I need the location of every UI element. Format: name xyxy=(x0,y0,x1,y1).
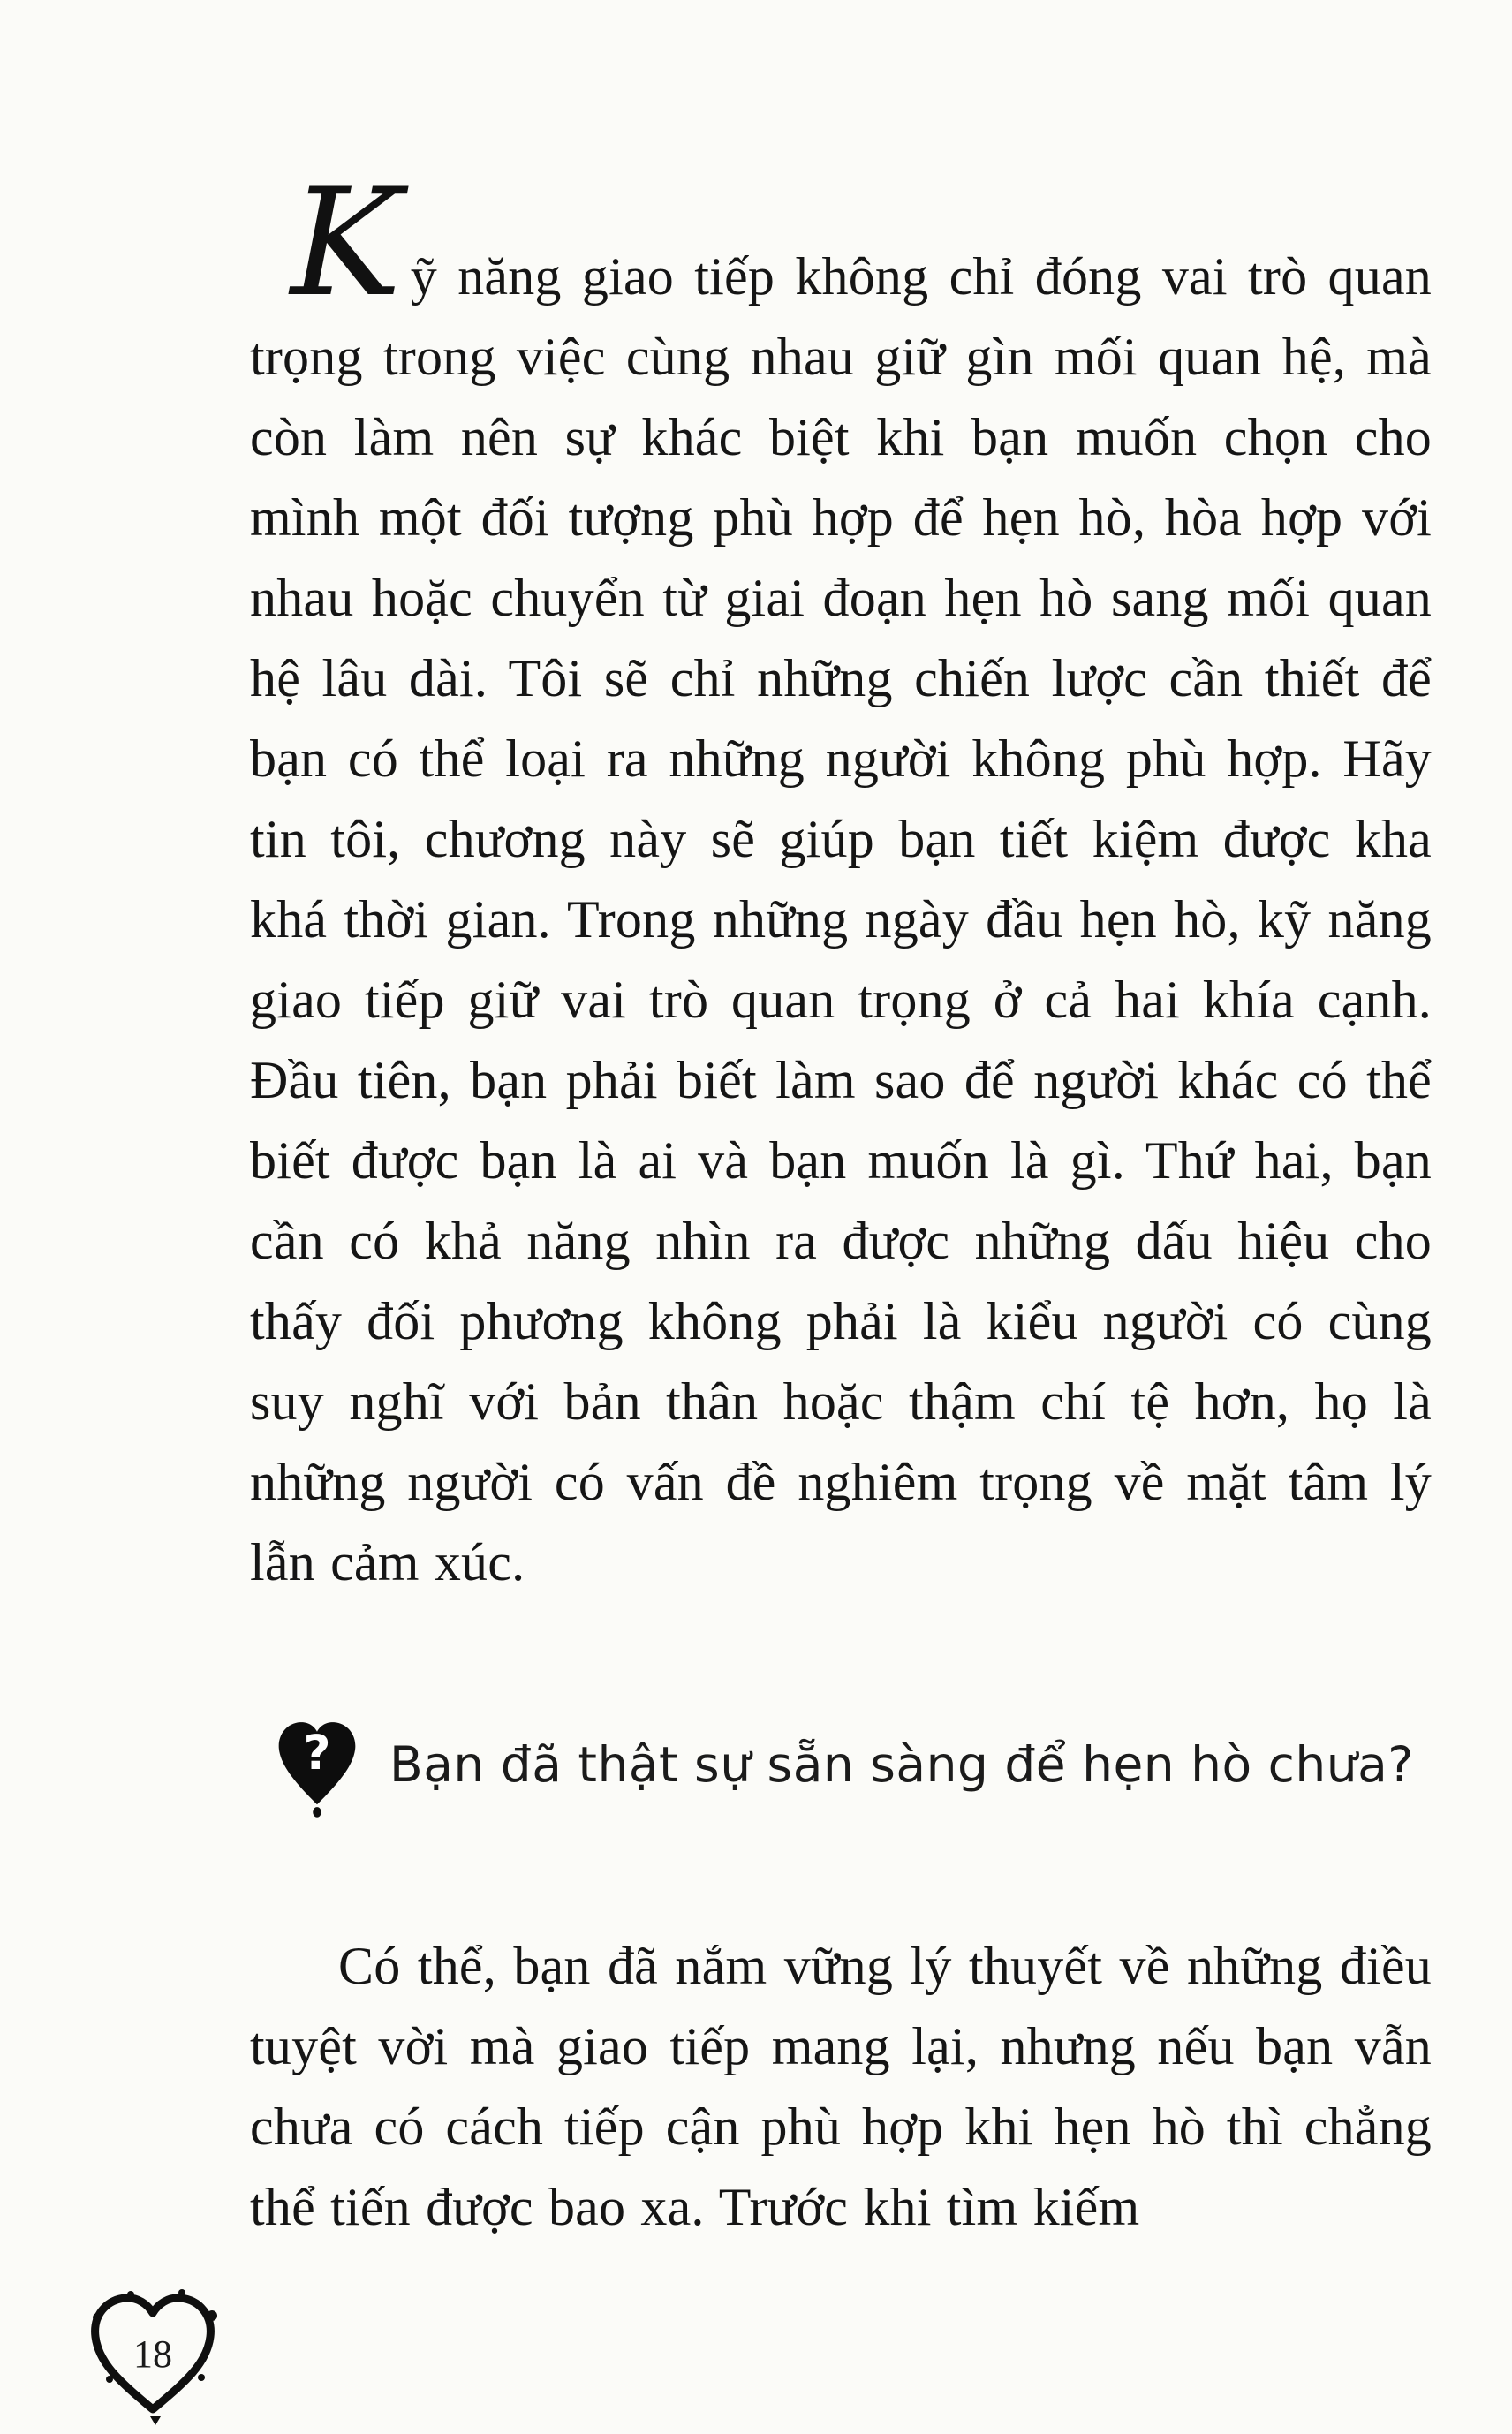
page-number: 18 xyxy=(133,2332,172,2376)
drop-cap: K xyxy=(291,156,402,329)
question-mark-glyph: ? xyxy=(303,1724,331,1780)
heart-pin-question-icon xyxy=(275,1716,359,1820)
paragraph-2: Có thể, bạn đã nắm vững lý thuyết về những điều tuyệt vời mà giao tiếp mang lại, nhưng nếu bạn vẫn chưa có cách tiếp cận phù hợp khi hẹn hò thì chẳng thể tiến được bao xa. Trước khi tìm kiếm xyxy=(250,1937,1432,2236)
paragraph-1 xyxy=(250,156,1432,1603)
paragraph-1-text: ỹ năng giao tiếp không chỉ đóng vai trò quan trọng trong việc cùng nhau giữ gìn mối quan hệ, mà còn làm nên sự khác biệt khi bạn muốn chọn cho mình một đối tượng phù hợp để hẹn hò, hòa hợp với nhau hoặc chuyển từ giai đoạn hẹn hò sang mối quan hệ lâu dài. Tôi sẽ chỉ những chiến lược cần thiết để bạn có thể loại ra những người không phù hợp. Hãy tin tôi, chương này sẽ giúp bạn tiết kiệm được kha khá thời gian. Trong những ngày đầu hẹn hò, kỹ năng giao tiếp giữ vai trò quan trọng ở cả hai khía cạnh. Đầu tiên, bạn phải biết làm sao để người khác có thể biết được bạn là ai và bạn muốn là gì. Thứ hai, bạn cần có khả năng nhìn ra được những dấu hiệu cho thấy đối phương không phải là kiểu người có cùng suy nghĩ với bản thân hoặc thậm chí tệ hơn, họ là những người có vấn đề nghiêm trọng về mặt tâm lý lẫn cảm xúc. xyxy=(250,247,1432,1591)
page-number-badge xyxy=(78,2280,246,2434)
text-column xyxy=(250,156,1432,2248)
question-text: Bạn đã thật sự sẵn sàng để hẹn hò chưa? xyxy=(389,1736,1414,1793)
question-callout xyxy=(275,1716,1432,1820)
